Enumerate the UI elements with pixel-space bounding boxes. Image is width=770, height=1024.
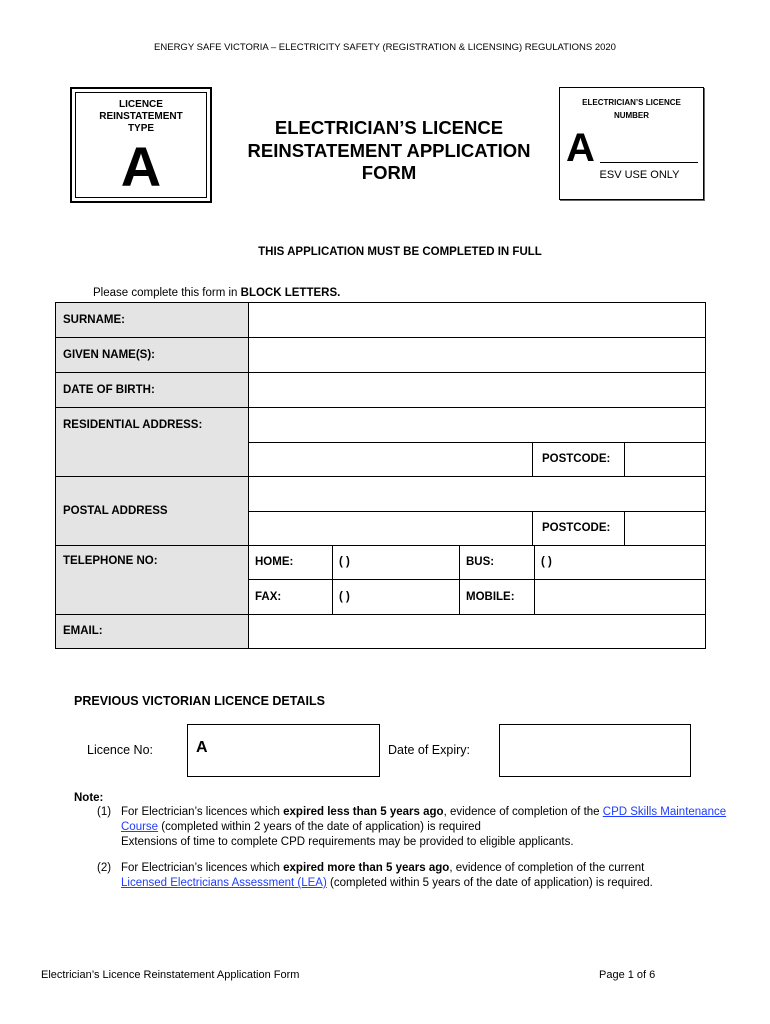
licence-type-letter: A xyxy=(120,135,162,198)
dob-label: DATE OF BIRTH: xyxy=(56,372,248,407)
postal-postcode-label: POSTCODE: xyxy=(542,522,611,534)
footer-page-number: Page 1 of 6 xyxy=(599,969,656,981)
note-1-text-c: , evidence of completion of the xyxy=(443,806,603,818)
note-2-emphasis: expired more than 5 years ago xyxy=(283,862,450,874)
licence-no-label: Licence No: xyxy=(87,743,154,757)
licence-number-letter: A xyxy=(566,126,595,170)
residential-postcode-input[interactable] xyxy=(625,442,705,476)
home-phone-input[interactable]: ( ) xyxy=(339,556,350,568)
note-2-text-a: For Electrician’s licences which xyxy=(121,862,284,874)
residential-address-line2-input[interactable] xyxy=(249,442,532,476)
licence-type-label: LICENCE REINSTATEMENT TYPE xyxy=(99,99,183,134)
date-of-expiry-input[interactable] xyxy=(499,724,691,777)
note-1-text-a: For Electrician’s licences which xyxy=(121,806,284,818)
instruction-text: Please complete this form in xyxy=(93,287,241,299)
table-divider xyxy=(332,545,333,614)
postal-address-label: POSTAL ADDRESS xyxy=(56,476,248,545)
note-1-extension: Extensions of time to complete CPD requirements may be provided to eligible applicants. xyxy=(121,836,574,848)
note-1-text-d: (completed within 2 years of the date of application) is required xyxy=(158,821,481,833)
table-divider xyxy=(248,511,705,512)
block-letters-instruction xyxy=(93,287,340,299)
table-divider xyxy=(532,442,533,476)
table-divider xyxy=(56,545,705,546)
table-divider xyxy=(248,442,705,443)
esv-use-only: ESV USE ONLY xyxy=(599,169,680,181)
table-divider xyxy=(56,372,705,373)
table-divider xyxy=(248,579,705,580)
instruction-emphasis: BLOCK LETTERS. xyxy=(240,287,341,299)
must-complete-notice: THIS APPLICATION MUST BE COMPLETED IN FULL xyxy=(258,246,542,258)
form-title: ELECTRICIAN’S LICENCE REINSTATEMENT APPLICATION FORM xyxy=(247,117,531,183)
mobile-input[interactable] xyxy=(535,579,705,614)
page-header: ENERGY SAFE VICTORIA – ELECTRICITY SAFETY (REGISTRATION & LICENSING) REGULATIONS 2020 xyxy=(154,42,616,53)
postal-address-line2-input[interactable] xyxy=(249,511,532,545)
licence-number-box xyxy=(559,87,704,200)
telephone-label: TELEPHONE NO: xyxy=(56,545,248,614)
cpd-skills-link[interactable]: CPD Skills Maintenance Course xyxy=(121,806,727,833)
note-1-number: (1) xyxy=(97,806,112,818)
licence-number-underline xyxy=(600,162,698,163)
note-1 xyxy=(97,805,737,851)
note-1-text xyxy=(121,805,731,850)
surname-label: SURNAME: xyxy=(56,303,248,337)
postal-address-input[interactable] xyxy=(249,476,705,511)
bus-phone-input[interactable]: ( ) xyxy=(541,556,552,568)
residential-postcode-label: POSTCODE: xyxy=(542,453,611,465)
note-2 xyxy=(97,861,737,893)
email-label: EMAIL: xyxy=(56,614,248,648)
licence-no-input[interactable] xyxy=(187,724,380,777)
date-of-expiry-label: Date of Expiry: xyxy=(388,743,470,757)
table-divider xyxy=(534,545,535,614)
postal-postcode-input[interactable] xyxy=(625,511,705,545)
surname-input[interactable] xyxy=(249,303,705,337)
licence-no-prefix: A xyxy=(196,739,208,756)
table-divider xyxy=(56,407,705,408)
note-1-emphasis: expired less than 5 years ago xyxy=(283,806,444,818)
note-2-text-c: , evidence of completion of the current xyxy=(449,862,645,874)
note-2-text-d: (completed within 5 years of the date of application) is required. xyxy=(326,877,653,889)
bus-label: BUS: xyxy=(466,556,495,568)
fax-label: FAX: xyxy=(255,590,282,603)
dob-input[interactable] xyxy=(249,372,705,407)
residential-address-label: RESIDENTIAL ADDRESS: xyxy=(56,407,248,442)
given-names-label: GIVEN NAME(S): xyxy=(56,337,248,372)
note-2-number: (2) xyxy=(97,862,112,874)
footer-form-name: Electrician’s Licence Reinstatement Application Form xyxy=(41,969,300,981)
home-label: HOME: xyxy=(255,556,294,568)
mobile-label: MOBILE: xyxy=(466,590,515,603)
lea-link[interactable]: Licensed Electricians Assessment (LEA) xyxy=(121,877,327,889)
note-heading: Note: xyxy=(74,792,104,804)
table-divider xyxy=(532,511,533,545)
given-names-input[interactable] xyxy=(249,337,705,372)
table-divider xyxy=(624,442,625,476)
table-divider xyxy=(56,476,705,477)
table-divider xyxy=(56,614,705,615)
table-divider xyxy=(459,545,460,614)
licence-type-box xyxy=(70,87,212,203)
applicant-details-table xyxy=(55,302,706,649)
table-divider xyxy=(624,511,625,545)
fax-input[interactable]: ( ) xyxy=(339,590,350,603)
table-divider xyxy=(56,337,705,338)
residential-address-label-continued xyxy=(56,442,248,476)
previous-licence-heading: PREVIOUS VICTORIAN LICENCE DETAILS xyxy=(74,694,325,708)
residential-address-input[interactable] xyxy=(249,407,705,442)
licence-type-inner-border xyxy=(75,92,207,198)
email-input[interactable] xyxy=(249,614,705,648)
licence-number-label: ELECTRICIAN’S LICENCE NUMBER xyxy=(582,98,681,120)
note-2-text xyxy=(121,861,731,891)
